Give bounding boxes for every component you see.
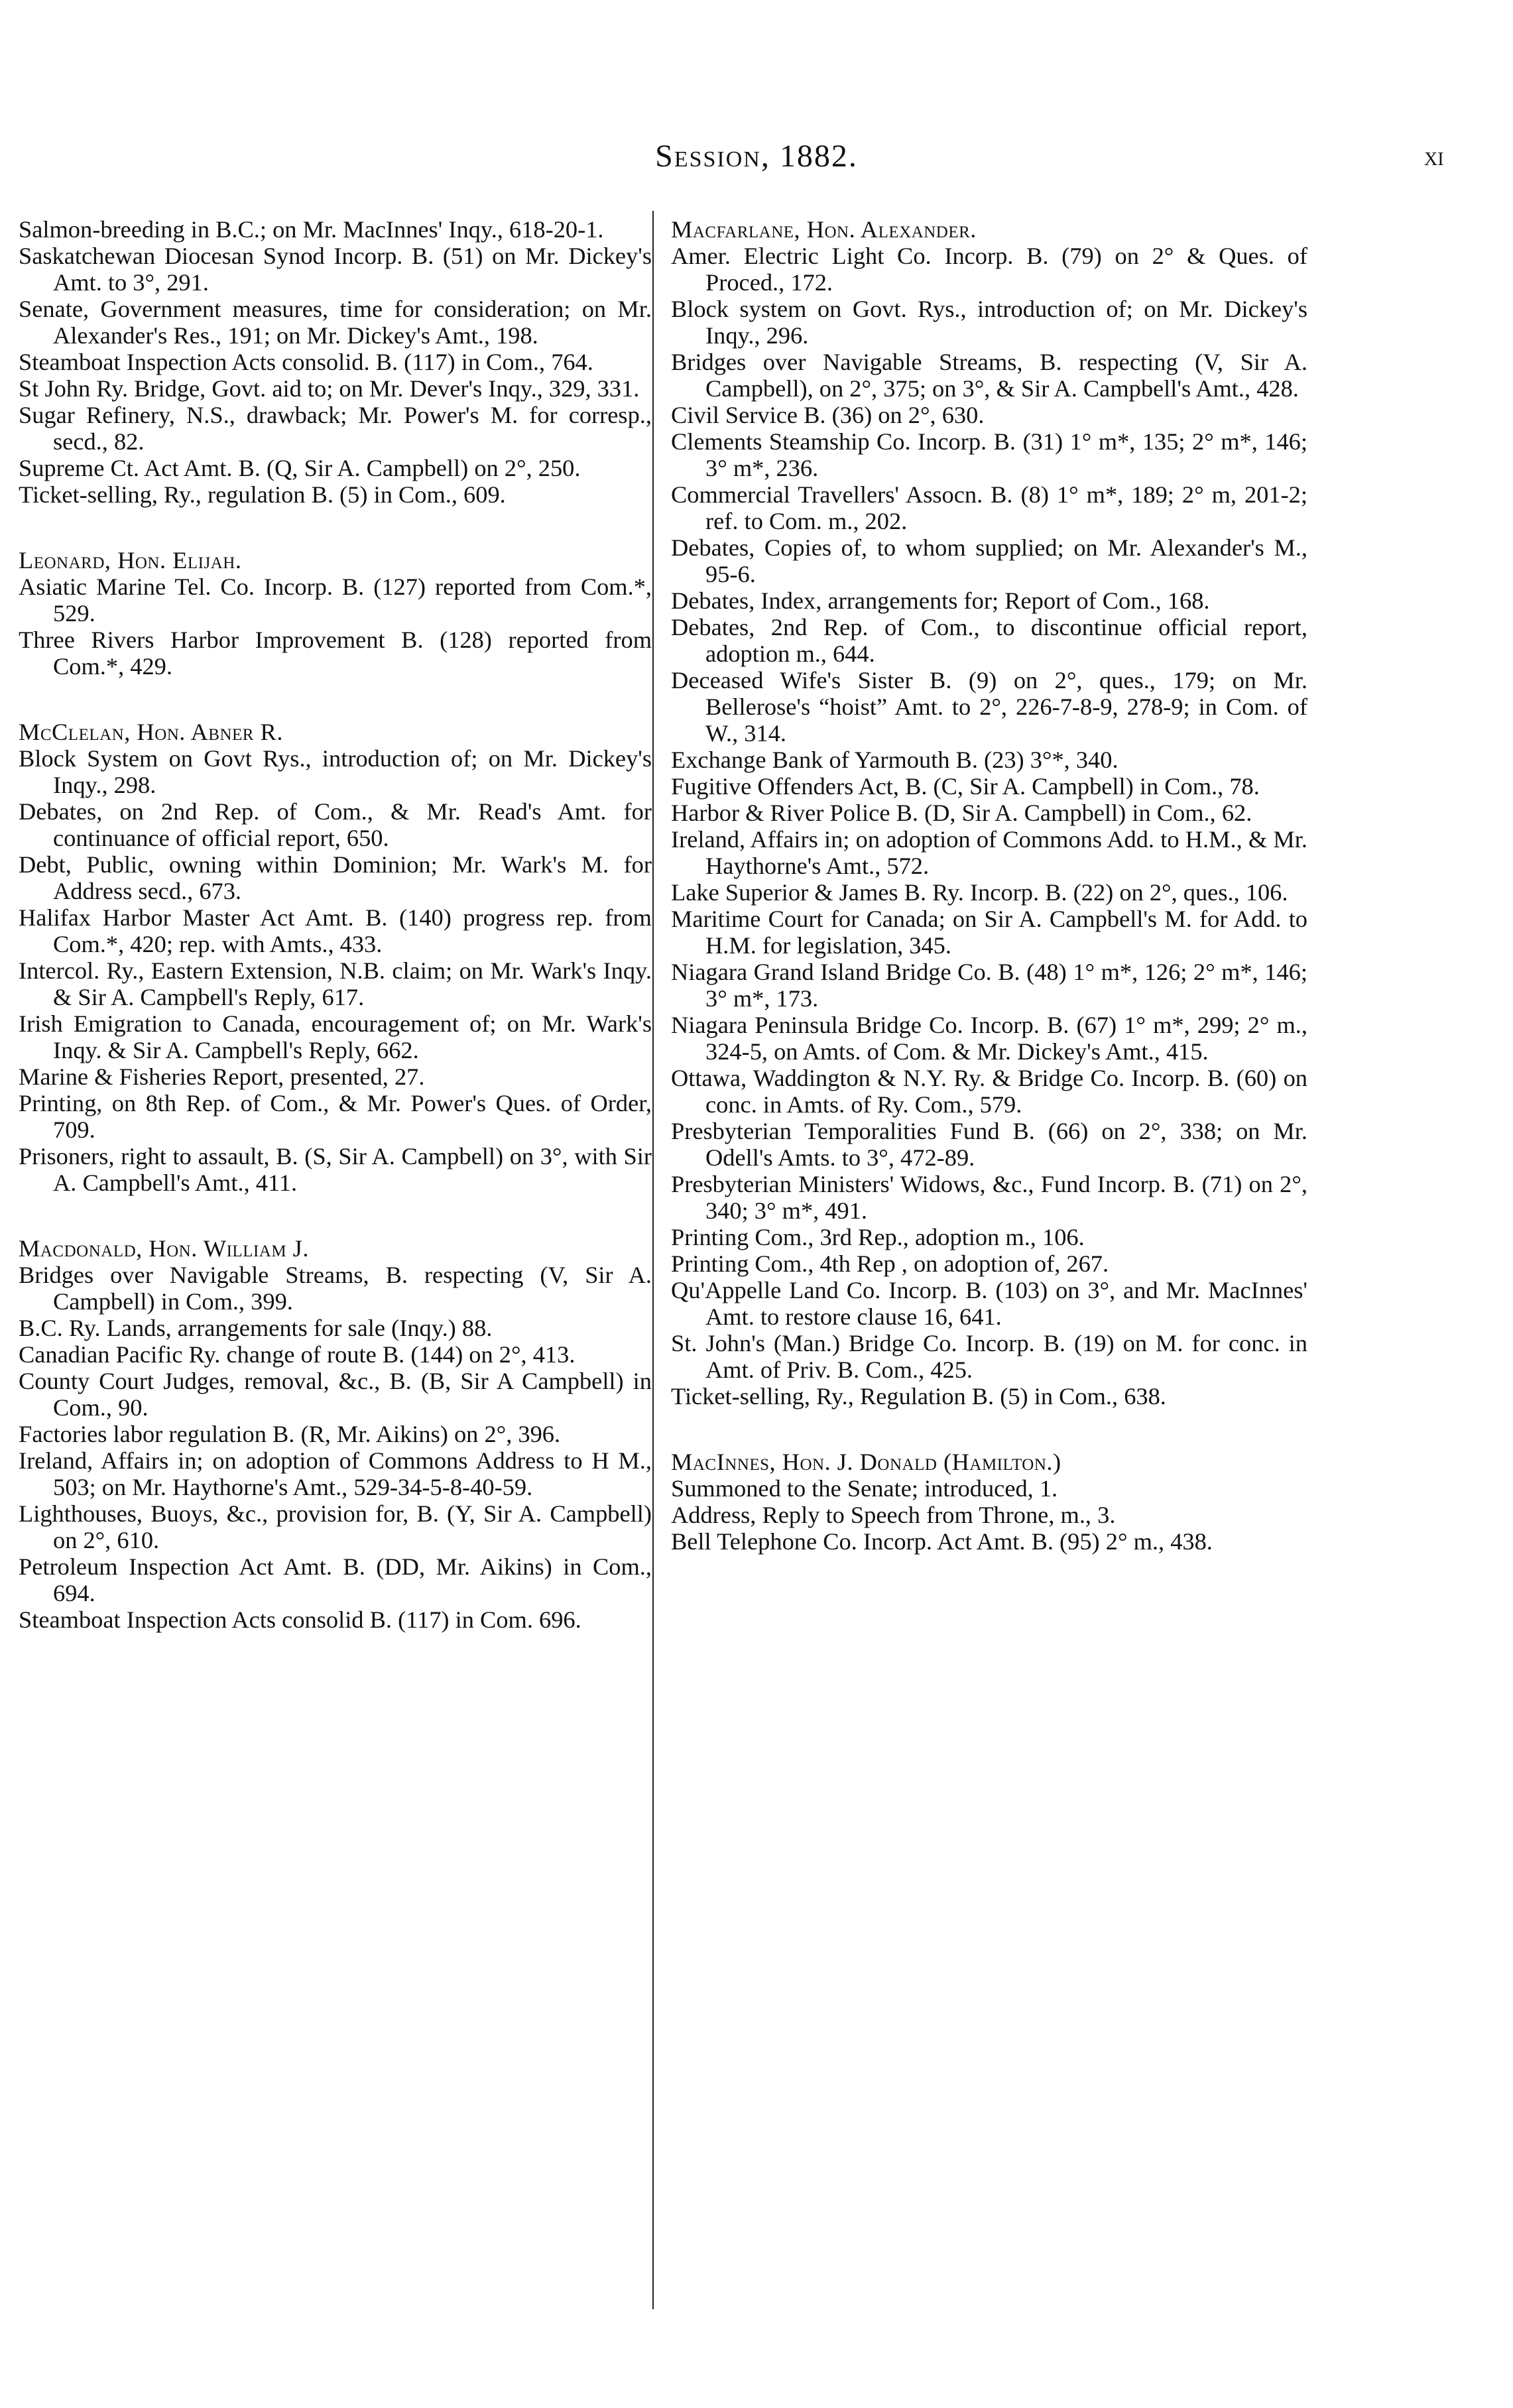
index-entry: Factories labor regulation B. (R, Mr. Aikins) on 2°, 396. (19, 1421, 561, 1447)
index-entry: Debates, Copies of, to whom supplied; on Mr. Alexander's M., 95-6. (671, 534, 1307, 587)
index-entry: Debates, Index, arrangements for; Report of Com., 168. (671, 587, 1210, 614)
index-entry: St. John's (Man.) Bridge Co. Incorp. B. (19) on M. for conc. in Amt. of Priv. B. Com., 425. (671, 1330, 1307, 1383)
left-column (19, 216, 652, 1633)
index-entry: Ticket-selling, Ry., regulation B. (5) in Com., 609. (19, 481, 506, 508)
index-entry: Debt, Public, owning within Dominion; Mr. Wark's M. for Address secd., 673. (19, 851, 652, 904)
right-column (671, 216, 1307, 1555)
index-entry: B.C. Ry. Lands, arrangements for sale (Inqy.) 88. (19, 1315, 493, 1341)
index-entry: Exchange Bank of Yarmouth B. (23) 3°*, 340. (671, 747, 1119, 773)
section-gap (19, 508, 652, 547)
page-header-title: Session, 1882. (655, 139, 858, 174)
index-entry: Printing Com., 4th Rep , on adoption of, 267. (671, 1250, 1109, 1277)
index-entry: Bridges over Navigable Streams, B. respecting (V, Sir A. Campbell), on 2°, 375; on 3°, & Sir A. Campbell's Amt., 428. (671, 349, 1307, 402)
index-entry: Marine & Fisheries Report, presented, 27. (19, 1063, 425, 1090)
section-gap (19, 1196, 652, 1235)
column-divider (652, 211, 654, 2309)
index-entry: Lake Superior & James B. Ry. Incorp. B. (22) on 2°, ques., 106. (671, 879, 1288, 906)
index-entry: Amer. Electric Light Co. Incorp. B. (79) on 2° & Ques. of Proced., 172. (671, 243, 1307, 296)
index-heading: MacInnes, Hon. J. Donald (Hamilton.) (671, 1449, 1061, 1475)
page-number: xi (1424, 141, 1444, 171)
index-entry: Three Rivers Harbor Improvement B. (128) reported from Com.*, 429. (19, 627, 652, 680)
index-entry: Saskatchewan Diocesan Synod Incorp. B. (51) on Mr. Dickey's Amt. to 3°, 291. (19, 243, 652, 296)
index-entry: Steamboat Inspection Acts consolid. B. (117) in Com., 764. (19, 349, 593, 375)
index-entry: Supreme Ct. Act Amt. B. (Q, Sir A. Campbell) on 2°, 250. (19, 455, 581, 481)
index-entry: Intercol. Ry., Eastern Extension, N.B. claim; on Mr. Wark's Inqy. & Sir A. Campbell's Reply, 617. (19, 957, 652, 1010)
index-entry: Halifax Harbor Master Act Amt. B. (140) progress rep. from Com.*, 420; rep. with Amts., 433. (19, 904, 652, 957)
index-heading: McClelan, Hon. Abner R. (19, 719, 283, 745)
index-entry: Printing Com., 3rd Rep., adoption m., 106. (671, 1224, 1085, 1250)
index-entry: Ticket-selling, Ry., Regulation B. (5) in Com., 638. (671, 1383, 1166, 1410)
index-entry: Qu'Appelle Land Co. Incorp. B. (103) on 3°, and Mr. MacInnes' Amt. to restore clause 16, 641. (671, 1277, 1307, 1330)
index-entry: St John Ry. Bridge, Govt. aid to; on Mr. Dever's Inqy., 329, 331. (19, 375, 640, 402)
index-entry: Commercial Travellers' Assocn. B. (8) 1° m*, 189; 2° m, 201-2; ref. to Com. m., 202. (671, 481, 1307, 534)
index-entry: Clements Steamship Co. Incorp. B. (31) 1° m*, 135; 2° m*, 146; 3° m*, 236. (671, 428, 1307, 481)
index-entry: Niagara Grand Island Bridge Co. B. (48) 1° m*, 126; 2° m*, 146; 3° m*, 173. (671, 959, 1307, 1012)
index-entry: Summoned to the Senate; introduced, 1. (671, 1475, 1058, 1502)
index-entry: Address, Reply to Speech from Throne, m., 3. (671, 1502, 1116, 1528)
index-entry: Presbyterian Temporalities Fund B. (66) on 2°, 338; on Mr. Odell's Amts. to 3°, 472-89. (671, 1118, 1307, 1171)
index-entry: Civil Service B. (36) on 2°, 630. (671, 402, 985, 428)
index-entry: Prisoners, right to assault, B. (S, Sir A. Campbell) on 3°, with Sir A. Campbell's Amt., 411. (19, 1143, 652, 1196)
index-entry: Bridges over Navigable Streams, B. respecting (V, Sir A. Campbell) in Com., 399. (19, 1262, 652, 1315)
index-entry: Canadian Pacific Ry. change of route B. (144) on 2°, 413. (19, 1341, 575, 1368)
index-entry: Bell Telephone Co. Incorp. Act Amt. B. (95) 2° m., 438. (671, 1528, 1213, 1555)
index-entry: Ireland, Affairs in; on adoption of Commons Address to H M., 503; on Mr. Haythorne's Amt., 529-34-5-8-40-59. (19, 1447, 652, 1500)
index-entry: Senate, Government measures, time for consideration; on Mr. Alexander's Res., 191; on Mr. Dickey's Amt., 198. (19, 296, 652, 349)
index-entry: Maritime Court for Canada; on Sir A. Campbell's M. for Add. to H.M. for legislation, 345. (671, 906, 1307, 959)
index-entry: Ireland, Affairs in; on adoption of Commons Add. to H.M., & Mr. Haythorne's Amt., 572. (671, 826, 1307, 879)
index-entry: Sugar Refinery, N.S., drawback; Mr. Power's M. for corresp., secd., 82. (19, 402, 652, 455)
index-entry: Ottawa, Waddington & N.Y. Ry. & Bridge Co. Incorp. B. (60) on conc. in Amts. of Ry. Com., 579. (671, 1065, 1307, 1118)
index-entry: Irish Emigration to Canada, encouragement of; on Mr. Wark's Inqy. & Sir A. Campbell's Reply, 662. (19, 1010, 652, 1063)
section-gap (671, 1410, 1307, 1449)
index-entry: Steamboat Inspection Acts consolid B. (117) in Com. 696. (19, 1606, 581, 1633)
index-entry: Deceased Wife's Sister B. (9) on 2°, ques., 179; on Mr. Bellerose's “hoist” Amt. to 2°, 226-7-8-9, 278-9; in Com. of W., 314. (671, 667, 1307, 747)
index-heading: Leonard, Hon. Elijah. (19, 547, 242, 573)
index-entry: Salmon-breeding in B.C.; on Mr. MacInnes' Inqy., 618-20-1. (19, 216, 604, 243)
index-entry: Block System on Govt Rys., introduction of; on Mr. Dickey's Inqy., 298. (19, 745, 652, 798)
index-entry: Presbyterian Ministers' Widows, &c., Fund Incorp. B. (71) on 2°, 340; 3° m*, 491. (671, 1171, 1307, 1224)
index-heading: Macdonald, Hon. William J. (19, 1235, 309, 1262)
index-entry: Printing, on 8th Rep. of Com., & Mr. Power's Ques. of Order, 709. (19, 1090, 652, 1143)
index-entry: Harbor & River Police B. (D, Sir A. Campbell) in Com., 62. (671, 800, 1252, 826)
section-gap (19, 680, 652, 719)
index-entry: Debates, 2nd Rep. of Com., to discontinue official report, adoption m., 644. (671, 614, 1307, 667)
index-entry: County Court Judges, removal, &c., B. (B, Sir A Campbell) in Com., 90. (19, 1368, 652, 1421)
index-entry: Fugitive Offenders Act, B. (C, Sir A. Campbell) in Com., 78. (671, 773, 1260, 800)
index-entry: Lighthouses, Buoys, &c., provision for, B. (Y, Sir A. Campbell) on 2°, 610. (19, 1500, 652, 1553)
index-entry: Block system on Govt. Rys., introduction of; on Mr. Dickey's Inqy., 296. (671, 296, 1307, 349)
index-entry: Debates, on 2nd Rep. of Com., & Mr. Read's Amt. for continuance of official report, 650. (19, 798, 652, 851)
index-entry: Petroleum Inspection Act Amt. B. (DD, Mr. Aikins) in Com., 694. (19, 1553, 652, 1606)
index-heading: Macfarlane, Hon. Alexander. (671, 216, 977, 243)
index-entry: Niagara Peninsula Bridge Co. Incorp. B. (67) 1° m*, 299; 2° m., 324-5, on Amts. of Com. & Mr. Dickey's Amt., 415. (671, 1012, 1307, 1065)
index-entry: Asiatic Marine Tel. Co. Incorp. B. (127) reported from Com.*, 529. (19, 573, 652, 627)
